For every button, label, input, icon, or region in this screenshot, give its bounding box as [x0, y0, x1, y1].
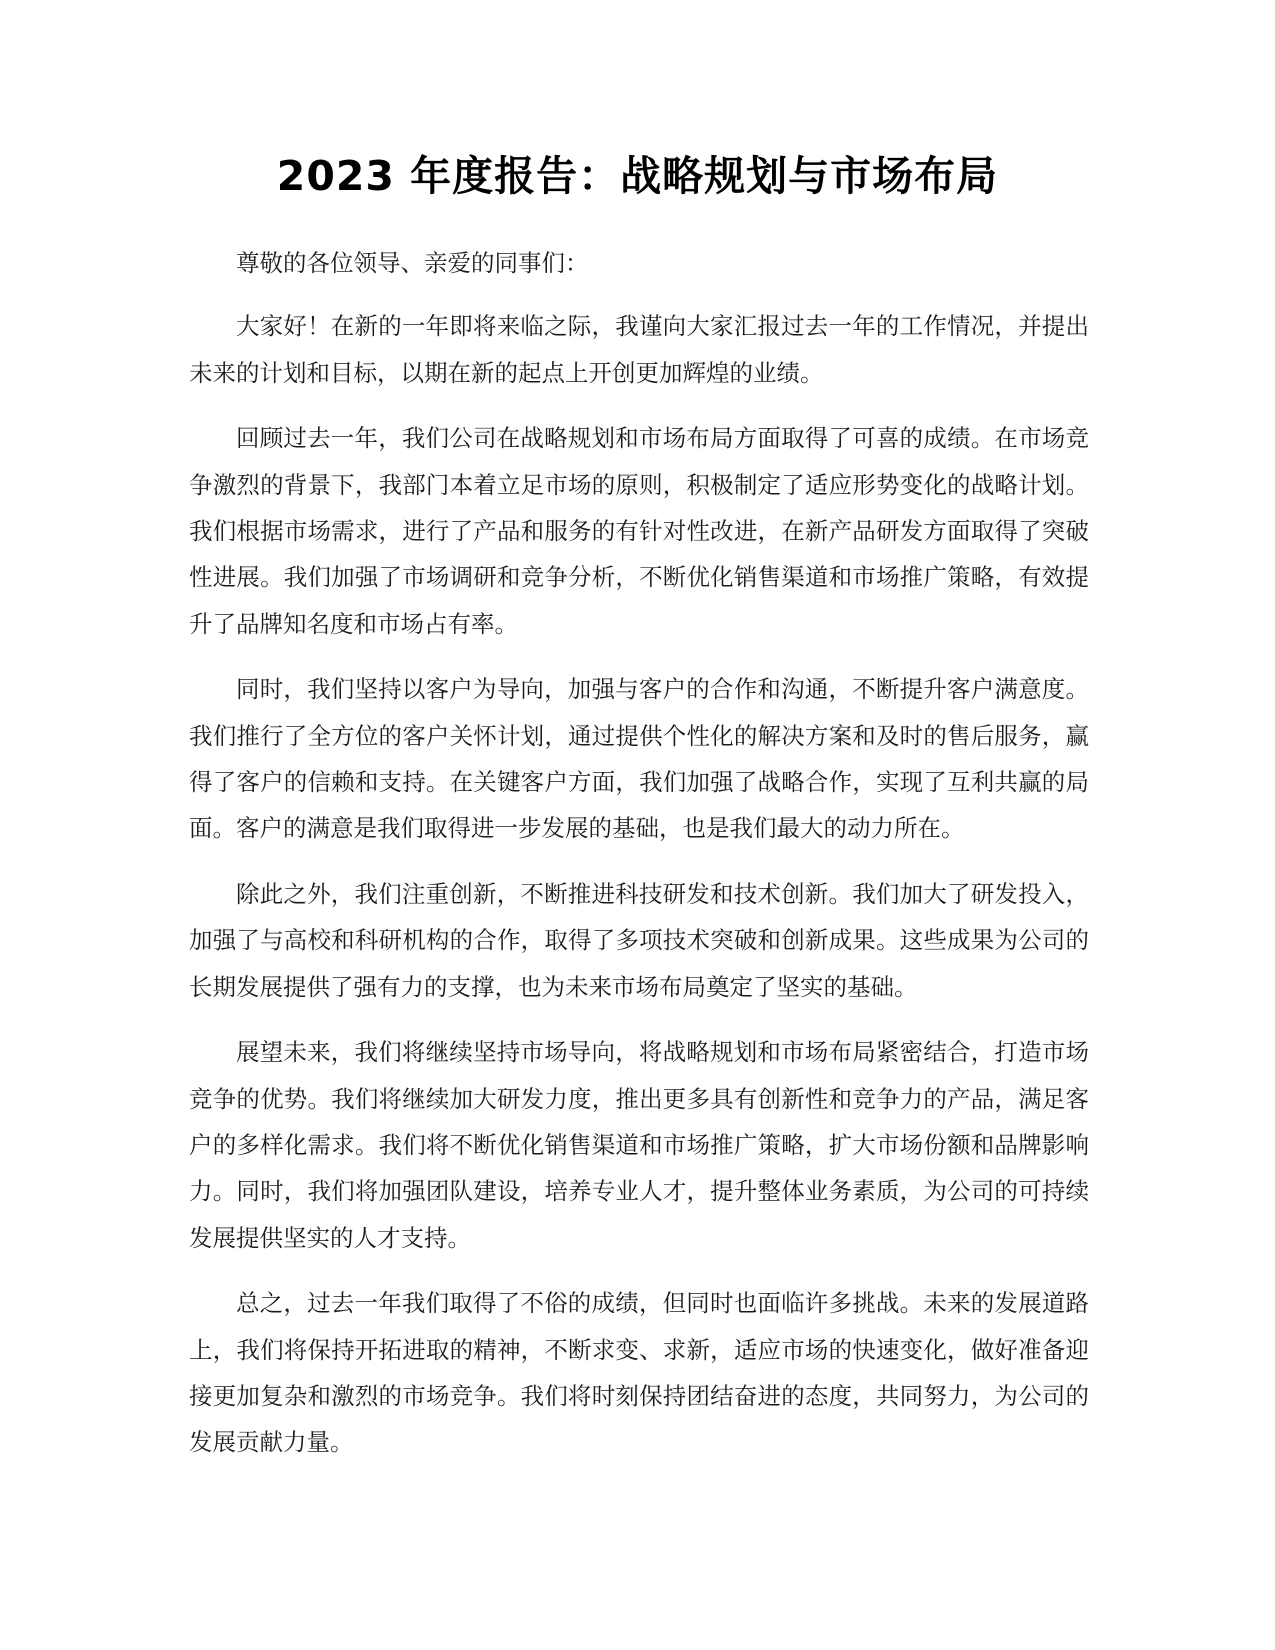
paragraph-customers: 同时，我们坚持以客户为导向，加强与客户的合作和沟通，不断提升客户满意度。我们推行了全方位的客户关怀计划，通过提供个性化的解决方案和及时的售后服务，赢得了客户的信赖和支持。在关键客户方面，我们加强了战略合作，实现了互利共赢的局面。客户的满意是我们取得进一步发展的基础，也是我们最大的动力所在。: [189, 675, 1089, 843]
paragraph-conclusion: 总之，过去一年我们取得了不俗的成绩，但同时也面临许多挑战。未来的发展道路上，我们将保持开拓进取的精神，不断求变、求新，适应市场的快速变化，做好准备迎接更加复杂和激烈的市场竞争。我们将时刻保持团结奋进的态度，共同努力，为公司的发展贡献力量。: [189, 1289, 1089, 1457]
document-title: 2023 年度报告：战略规划与市场布局: [276, 152, 999, 200]
paragraph-review: 回顾过去一年，我们公司在战略规划和市场布局方面取得了可喜的成绩。在市场竞争激烈的背景下，我部门本着立足市场的原则，积极制定了适应形势变化的战略计划。我们根据市场需求，进行了产品和服务的有针对性改进，在新产品研发方面取得了突破性进展。我们加强了市场调研和竞争分析，不断优化销售渠道和市场推广策略，有效提升了品牌知名度和市场占有率。: [189, 424, 1089, 638]
paragraph-innovation: 除此之外，我们注重创新，不断推进科技研发和技术创新。我们加大了研发投入，加强了与高校和科研机构的合作，取得了多项技术突破和创新成果。这些成果为公司的长期发展提供了强有力的支撑，也为未来市场布局奠定了坚实的基础。: [189, 879, 1089, 1001]
paragraph-greeting: 大家好！在新的一年即将来临之际，我谨向大家汇报过去一年的工作情况，并提出未来的计划和目标，以期在新的起点上开创更加辉煌的业绩。: [189, 312, 1089, 387]
salutation: 尊敬的各位领导、亲爱的同事们：: [236, 249, 589, 277]
paragraph-outlook: 展望未来，我们将继续坚持市场导向，将战略规划和市场布局紧密结合，打造市场竞争的优势。我们将继续加大研发力度，推出更多具有创新性和竞争力的产品，满足客户的多样化需求。我们将不断优化销售渠道和市场推广策略，扩大市场份额和品牌影响力。同时，我们将加强团队建设，培养专业人才，提升整体业务素质，为公司的可持续发展提供坚实的人才支持。: [189, 1038, 1089, 1252]
document-body: [189, 240, 1089, 1485]
